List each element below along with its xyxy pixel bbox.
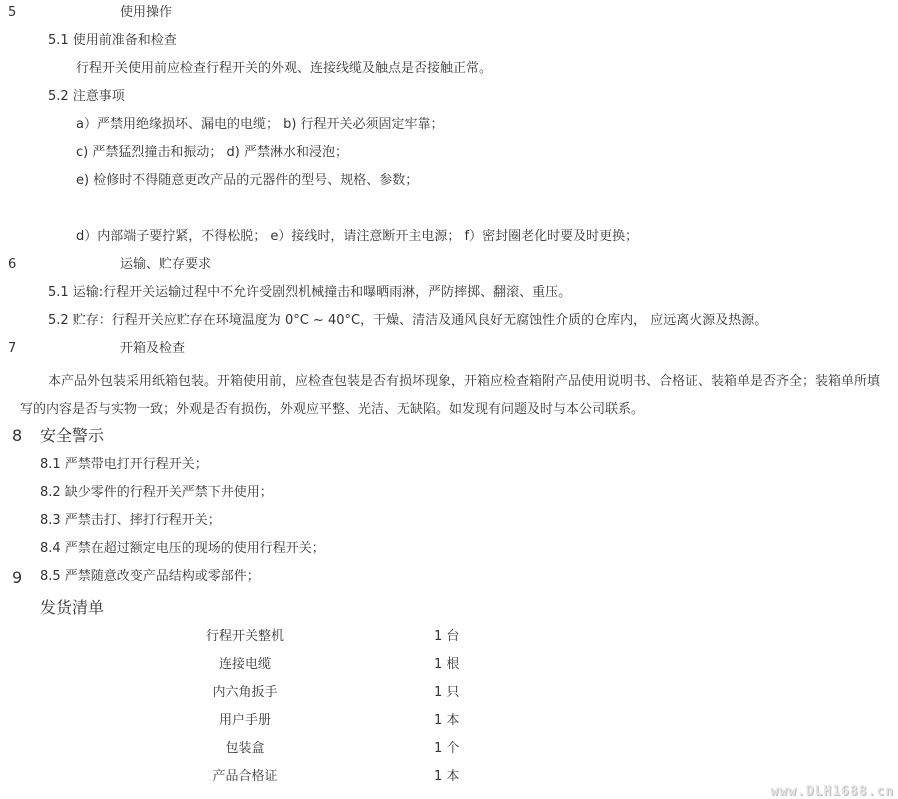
section-7-title: 开箱及检查	[120, 341, 186, 356]
section-8-title: 安全警示	[40, 426, 105, 445]
item-name: 连接电缆	[218, 657, 271, 672]
section-7-paragraph: 本产品外包装采用纸箱包装。开箱使用前，应检查包装是否有损坏现象，开箱应检查箱附产品使用说明书、合格证、装箱单是否齐全；装箱单所填写的内容是否与实物一致；外观是否有损伤，外观应平整、光洁、无缺陷。如发现有问题及时与本公司联系。	[20, 374, 881, 417]
item-quantity: 1 个	[434, 741, 460, 756]
item-name: 内六角扳手	[212, 685, 278, 700]
item-quantity: 1 本	[434, 713, 460, 728]
section-5-title: 使用操作	[120, 5, 173, 20]
section-9-title: 发货清单	[40, 598, 105, 617]
item-name: 用户手册	[218, 713, 271, 728]
section-5-1-text: 行程开关使用前应检查行程开关的外观、连接线缆及触点是否接触正常。	[76, 61, 493, 76]
safety-item: 8.4 严禁在超过额定电压的现场的使用行程开关；	[40, 541, 325, 556]
section-9-number: 9	[12, 568, 23, 587]
safety-item: 8.2 缺少零件的行程开关严禁下井使用；	[40, 485, 273, 500]
section-6-number: 6	[8, 257, 17, 272]
section-5-1-heading: 5.1 使用前准备和检查	[48, 33, 177, 48]
section-5-2-line-2: c) 严禁猛烈撞击和振动； d) 严禁淋水和浸泡；	[76, 145, 348, 160]
item-name: 行程开关整机	[205, 629, 284, 644]
section-6-line-1: 5.1 运输:行程开关运输过程中不允许受剧烈机械撞击和曝晒雨淋，严防摔掷、翻滚、重压。	[48, 285, 572, 300]
section-5-number: 5	[8, 5, 17, 20]
item-quantity: 1 台	[434, 629, 460, 644]
section-5-2-line-1: a）严禁用绝缘损坏、漏电的电缆； b) 行程开关必须固定牢靠；	[76, 117, 444, 132]
section-5-2-heading: 5.2 注意事项	[48, 89, 125, 104]
item-quantity: 1 本	[434, 769, 460, 784]
safety-item: 8.5 严禁随意改变产品结构或零部件；	[40, 569, 260, 584]
watermark: www.DLH1688.cn	[770, 784, 894, 799]
item-name: 产品合格证	[212, 769, 278, 784]
item-quantity: 1 根	[434, 657, 460, 672]
section-5-2-line-3: e) 检修时不得随意更改产品的元器件的型号、规格、参数；	[76, 173, 419, 188]
safety-item: 8.1 严禁带电打开行程开关；	[40, 457, 208, 472]
safety-item: 8.3 严禁击打、摔打行程开关；	[40, 513, 221, 528]
section-6-line-2: 5.2 贮存：行程开关应贮存在环境温度为 0°C ~ 40°C，干燥、清洁及通风良好无腐蚀性介质的仓库内， 应远离火源及热源。	[48, 313, 768, 328]
section-7-number: 7	[8, 341, 17, 356]
item-quantity: 1 只	[434, 685, 460, 700]
section-6-title: 运输、贮存要求	[120, 257, 212, 272]
section-8-number: 8	[12, 426, 23, 445]
item-name: 包装盒	[225, 741, 265, 756]
section-5-2-line-4: d）内部端子要拧紧，不得松脱； e）接线时，请注意断开主电源； f）密封圈老化时要及时更换；	[76, 229, 639, 244]
